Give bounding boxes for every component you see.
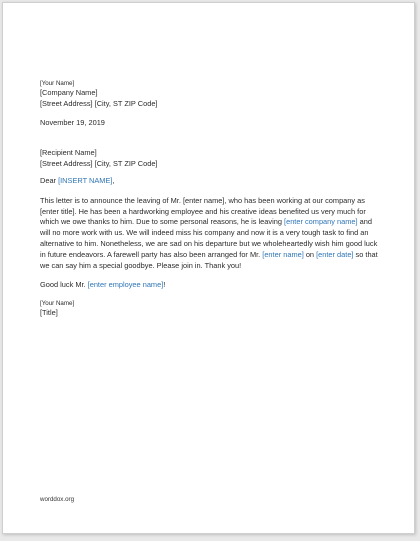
closing-line <box>40 280 380 291</box>
closing-placeholder: [enter employee name] <box>87 280 164 290</box>
placeholder-enter-date: [enter date] <box>316 249 354 259</box>
placeholder-enter-name: [enter name] <box>262 249 304 259</box>
recipient-block <box>40 148 380 170</box>
sender-address: [Street Address] [City, ST ZIP Code] <box>40 98 158 108</box>
signature-title: [Title] <box>40 308 58 318</box>
letter-date: November 19, 2019 <box>40 117 105 127</box>
letter-content <box>40 79 380 319</box>
letter-page <box>2 2 415 534</box>
closing-suffix: ! <box>163 280 166 290</box>
sender-name: [Your Name] <box>40 80 75 87</box>
signature-block <box>40 299 380 319</box>
body-text-1: This letter is to announce the leaving of Mr. [enter name], who has been working at our company as [enter title]. He has been a hardworking employee and his creative ideas benefited us very much for which we owe thanks to him. Due to some personal reasons, he is leaving <box>40 195 366 227</box>
body-text-2: and will no more work with us. We will indeed miss his company and now it is a very tough task to find an alternative to him. Nonetheless, we are sad on his departure but we wholeheartedly wish him good luck in future endeavors. A farewell party has also been arranged for Mr. <box>40 217 378 259</box>
salutation-suffix: , <box>112 175 115 185</box>
closing-prefix: Good luck Mr. <box>40 280 88 290</box>
salutation <box>40 176 380 187</box>
salutation-placeholder: [INSERT NAME] <box>58 175 113 185</box>
recipient-name: [Recipient Name] <box>40 148 97 158</box>
body-paragraph <box>40 196 380 272</box>
salutation-prefix: Dear <box>40 175 59 185</box>
recipient-address: [Street Address] [City, ST ZIP Code] <box>40 159 158 169</box>
placeholder-company-name: [enter company name] <box>284 217 358 227</box>
sender-block <box>40 79 380 110</box>
body-text-3: on <box>303 249 317 259</box>
sender-company: [Company Name] <box>40 88 98 97</box>
body-text-4: so that we can say him a special goodbye. Please join in. Thank you! <box>40 249 378 270</box>
signature-name: [Your Name] <box>40 300 75 308</box>
footer-source: worddox.org <box>40 496 75 503</box>
